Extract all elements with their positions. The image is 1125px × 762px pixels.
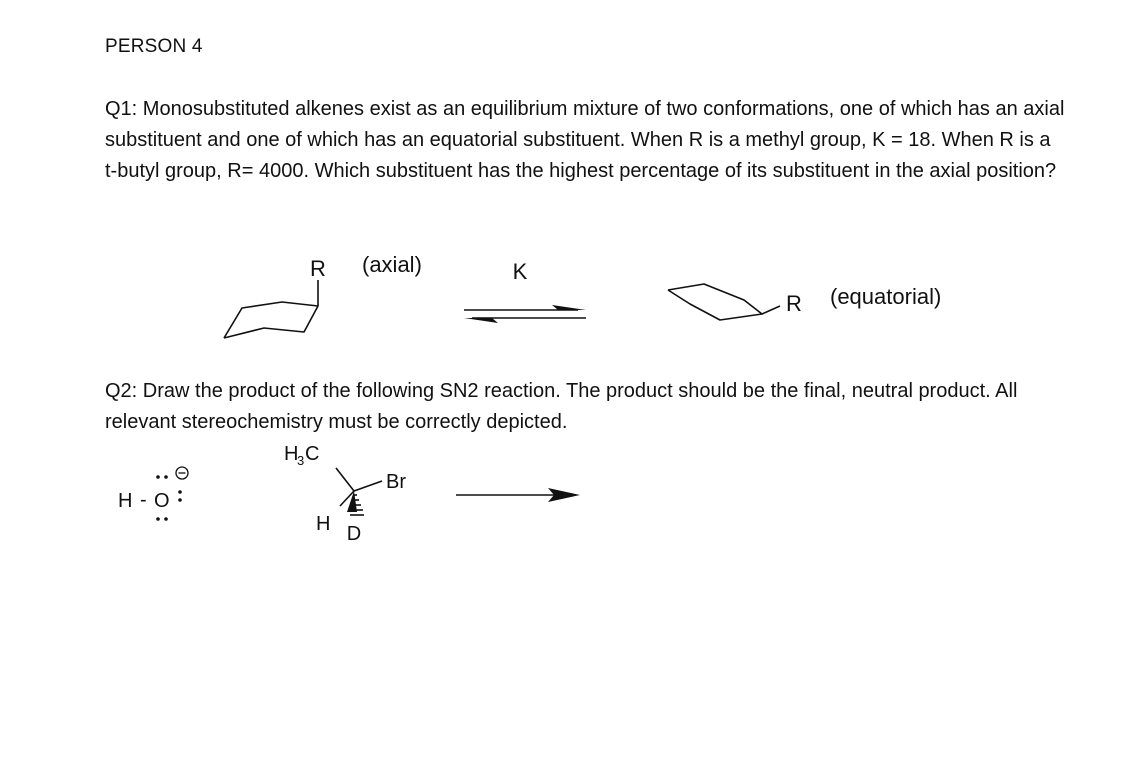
reaction-arrow — [456, 488, 580, 502]
hydroxide-h: H — [118, 490, 133, 512]
hydroxide-bond: - — [140, 489, 147, 511]
axial-r-label: R — [310, 256, 326, 281]
q2-reaction-figure — [0, 435, 1125, 555]
bromine-label: Br — [386, 471, 406, 493]
substrate-molecule — [284, 443, 406, 545]
equilibrium-k-label: K — [512, 259, 528, 284]
equatorial-r-label: R — [786, 291, 802, 316]
deuterium-label: D — [346, 523, 362, 545]
methyl-c: C — [305, 443, 320, 465]
question-2-text: Q2: Draw the product of the following SN2 reaction. The product should be the final, neutral product. All relevant stereochemistry must be correctly depicted. — [105, 380, 1018, 433]
bromine-bond — [354, 481, 382, 491]
equatorial-bond — [762, 306, 780, 314]
methyl-bond — [336, 468, 354, 491]
methyl-subscript: 3 — [297, 453, 305, 468]
page-header: PERSON 4 — [105, 36, 203, 57]
question-1-text: Q1: Monosubstituted alkenes exist as an equilibrium mixture of two conformations, one of which has an axial substituent and one of which has an equatorial substituent. When R is a methyl group, K = 18. When R is a t-butyl group, R= 4000. Which substituent has the highest percentage of its substituent in the axial position? — [105, 98, 1065, 182]
equatorial-label: (equatorial) — [830, 284, 942, 309]
hydroxide-nucleophile — [118, 467, 188, 521]
reverse-arrowhead — [464, 318, 498, 323]
hydroxide-o: O — [154, 490, 170, 512]
hydrogen-label: H — [316, 513, 331, 535]
equilibrium-arrows — [464, 305, 586, 323]
methyl-h: H — [284, 443, 299, 465]
q1-equilibrium-figure — [0, 240, 1125, 370]
axial-chair-structure — [224, 280, 318, 338]
equatorial-chair-structure — [668, 284, 780, 320]
axial-label: (axial) — [362, 252, 422, 277]
